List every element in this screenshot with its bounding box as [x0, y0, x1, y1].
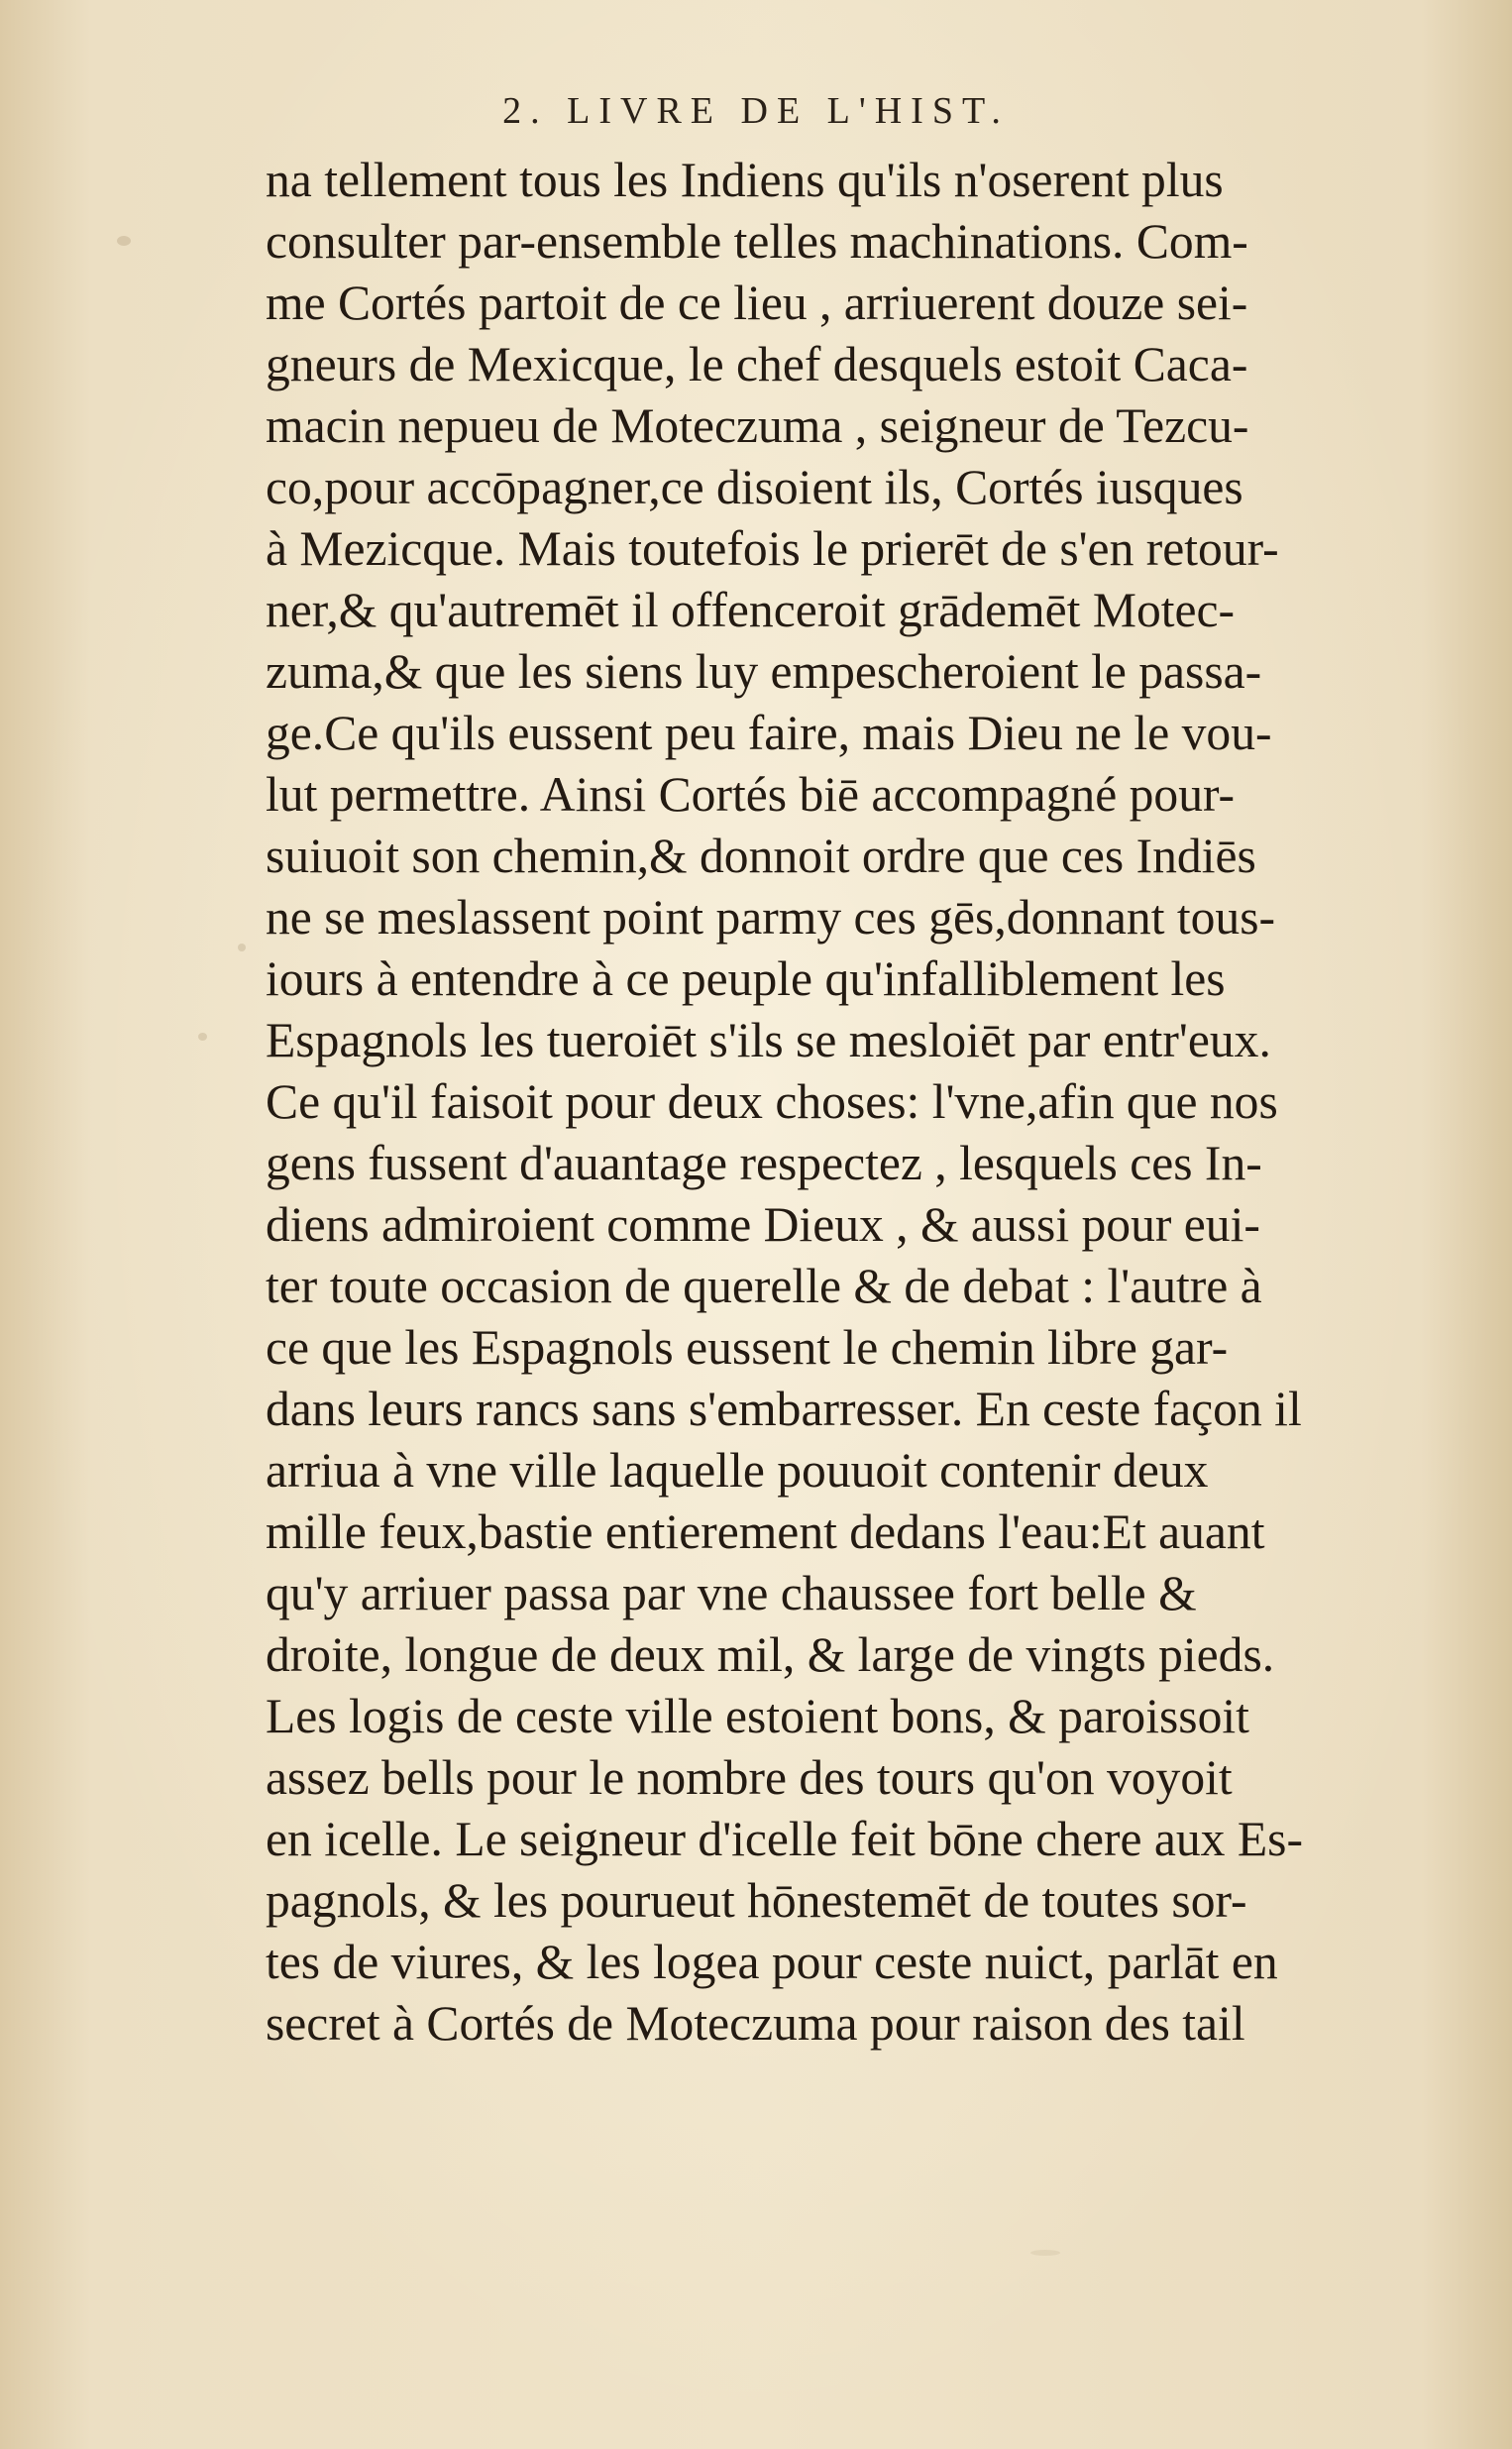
- text-line: secret à Cortés de Moteczuma pour raison des tail: [266, 1995, 1245, 2051]
- text-line: macin nepueu de Moteczuma , seigneur de Tezcu-: [266, 397, 1249, 453]
- text-line: ne se meslassent point parmy ces gēs,donnant tous-: [266, 889, 1276, 945]
- text-line: me Cortés partoit de ce lieu , arriuerent douze sei-: [266, 275, 1248, 330]
- body-text: [266, 149, 1455, 2054]
- text-line: Espagnols les tueroiēt s'ils se mesloiēt par entr'eux.: [266, 1012, 1271, 1067]
- text-line: na tellement tous les Indiens qu'ils n'oserent plus: [266, 152, 1224, 207]
- text-line: dans leurs rancs sans s'embarresser. En ceste façon il: [266, 1381, 1302, 1436]
- paper-stain: [238, 944, 246, 951]
- text-line: Les logis de ceste ville estoient bons, & paroissoit: [266, 1688, 1249, 1743]
- text-line: assez bells pour le nombre des tours qu'on voyoit: [266, 1749, 1233, 1805]
- text-line: iours à entendre à ce peuple qu'infalliblement les: [266, 950, 1226, 1006]
- paper-stain: [117, 236, 131, 246]
- text-line: Ce qu'il faisoit pour deux choses: l'vne,afin que nos: [266, 1073, 1278, 1129]
- text-line: qu'y arriuer passa par vne chaussee fort belle &: [266, 1565, 1197, 1620]
- running-header: 2. LIVRE DE L'HIST.: [502, 90, 1010, 132]
- text-line: droite, longue de deux mil, & large de vingts pieds.: [266, 1626, 1275, 1682]
- text-line: en icelle. Le seigneur d'icelle feit bōne chere aux Es-: [266, 1811, 1303, 1866]
- text-line: lut permettre. Ainsi Cortés biē accompagné pour-: [266, 766, 1236, 822]
- text-line: co,pour accōpagner,ce disoient ils, Cortés iusques: [266, 459, 1243, 514]
- text-line: zuma,& que les siens luy empescheroient le passa-: [266, 643, 1262, 699]
- text-line: suiuoit son chemin,& donnoit ordre que ces Indiēs: [266, 828, 1256, 883]
- paper-stain: [1030, 2250, 1060, 2256]
- text-line: gneurs de Mexicque, le chef desquels estoit Caca-: [266, 336, 1248, 391]
- text-line: pagnols, & les pourueut hōnestemēt de toutes sor-: [266, 1872, 1247, 1928]
- text-line: ce que les Espagnols eussent le chemin libre gar-: [266, 1319, 1229, 1375]
- text-line: consulter par-ensemble telles machinations. Com-: [266, 213, 1248, 269]
- text-line: ter toute occasion de querelle & de debat : l'autre à: [266, 1258, 1262, 1313]
- text-line: mille feux,bastie entierement dedans l'eau:Et auant: [266, 1503, 1265, 1559]
- text-line: à Mezicque. Mais toutefois le prierēt de s'en retour-: [266, 520, 1279, 576]
- text-line: ner,& qu'autremēt il offenceroit grādemēt Motec-: [266, 582, 1236, 637]
- text-line: ge.Ce qu'ils eussent peu faire, mais Dieu ne le vou-: [266, 705, 1272, 760]
- paper-stain: [198, 1033, 207, 1041]
- text-line: tes de viures, & les logea pour ceste nuict, parlāt en: [266, 1934, 1278, 1989]
- text-line: diens admiroient comme Dieux , & aussi pour eui-: [266, 1196, 1260, 1252]
- text-line: arriua à vne ville laquelle pouuoit contenir deux: [266, 1442, 1209, 1498]
- text-line: gens fussent d'auantage respectez , lesquels ces In-: [266, 1135, 1262, 1190]
